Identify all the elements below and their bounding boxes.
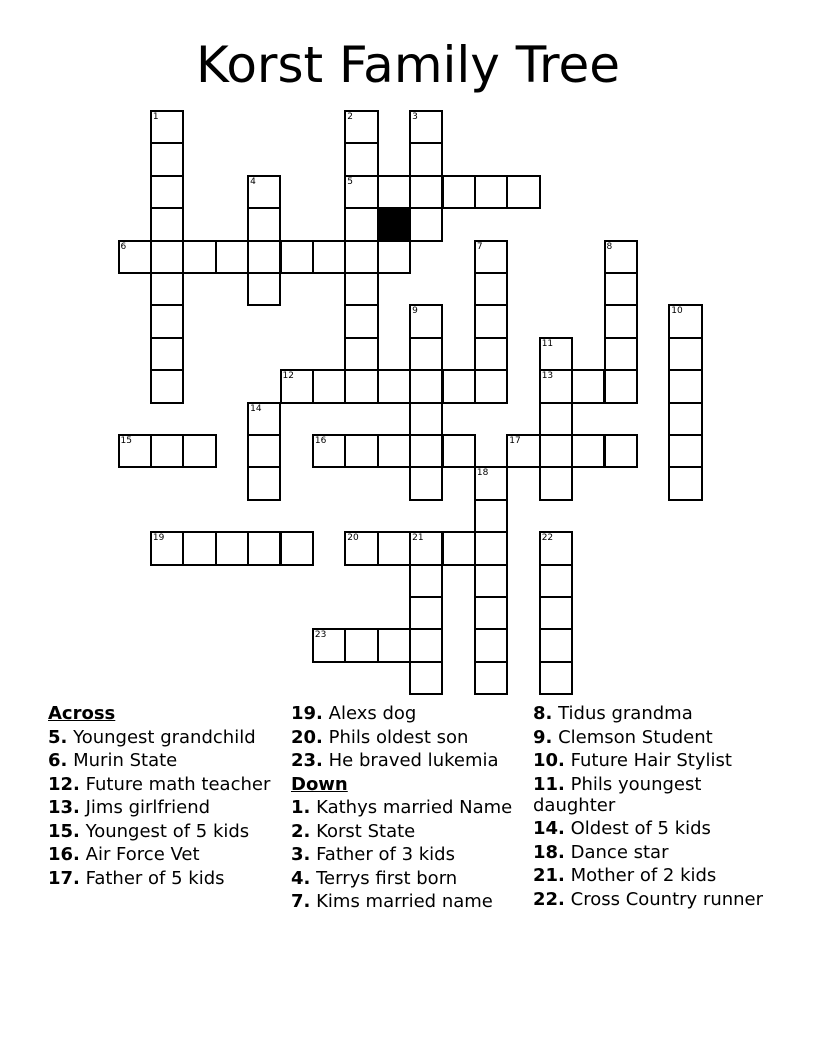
clue-number: 18 [476,468,489,479]
clue-item [48,844,278,865]
grid-cell[interactable] [474,596,508,630]
grid-cell[interactable] [377,434,411,468]
clue-item-number: 15. [48,820,80,842]
clue-item-text: Cross Country runner [570,888,764,910]
clue-number: 7 [476,241,483,252]
clue-number: 2 [347,112,354,122]
clue-number: 3 [412,112,418,122]
clue-number: 23 [314,630,327,641]
grid-cell[interactable] [150,434,184,468]
grid-cell[interactable] [409,661,443,695]
clue-item-number: 7. [291,891,311,912]
grid-cell[interactable] [409,564,443,598]
clue-item [291,727,526,748]
clue-item [291,891,526,912]
grid-cell[interactable] [150,110,184,144]
grid-cell[interactable] [118,434,152,468]
grid-cell[interactable] [409,207,443,241]
grid-cell[interactable] [280,240,314,274]
clue-item-number: 21. [533,865,565,886]
clue-item [48,774,278,795]
clue-number: 12 [282,371,294,382]
page-title: Korst Family Tree [196,36,620,94]
grid-cell[interactable] [312,240,346,274]
grid-cell[interactable] [344,272,378,306]
clue-item [533,842,778,863]
grid-cell[interactable] [247,434,281,468]
clue-item [533,703,778,724]
grid-cell[interactable] [344,110,378,144]
clue-item-number: 14. [533,818,565,839]
grid-cell[interactable] [344,337,378,371]
grid-cell[interactable] [150,304,184,338]
clue-number: 14 [250,403,262,414]
clue-item-number: 6. [48,750,68,771]
grid-cell[interactable] [215,531,249,565]
grid-cell[interactable] [409,531,443,565]
clue-section-heading: Down [291,773,348,795]
grid-cell[interactable] [442,369,476,403]
clue-item-number: 8. [533,703,553,724]
grid-cell[interactable] [344,434,378,468]
grid-cell[interactable] [247,175,281,209]
grid-cell[interactable] [280,369,314,403]
clue-item [291,797,526,818]
grid-cell[interactable] [539,466,573,500]
grid-cell[interactable] [150,142,184,176]
clue-item-text: Murin State [73,750,178,771]
clue-item-number: 3. [291,844,311,865]
grid-cell[interactable] [571,434,605,468]
clue-item-text: Tidus grandma [558,703,693,724]
clue-number: 10 [671,306,683,317]
grid-cell[interactable] [539,369,573,403]
clue-item-text: Oldest of 5 kids [570,818,711,839]
grid-cell[interactable] [442,175,476,209]
grid-cell[interactable] [150,369,184,403]
grid-cell[interactable] [604,337,638,371]
clue-item-text: Father of 5 kids [85,867,225,889]
grid-cell[interactable] [409,337,443,371]
clue-number: 15 [120,436,132,446]
clue-number: 9 [412,306,418,317]
grid-cell[interactable] [409,628,443,662]
grid-cell[interactable] [506,175,540,209]
grid-cell[interactable] [344,369,378,403]
grid-cell[interactable] [247,207,281,241]
grid-cell[interactable] [474,499,508,533]
grid-cell[interactable] [182,434,216,468]
clue-item-text: Dance star [570,841,669,863]
grid-cell[interactable] [474,466,508,500]
clue-item-text: Terrys first born [316,867,458,889]
clue-number: 20 [347,533,359,544]
clue-item-number: 10. [533,750,565,771]
clue-number: 19 [152,533,165,544]
grid-cell[interactable] [344,628,378,662]
grid-cell[interactable] [409,434,443,468]
grid-cell[interactable] [150,175,184,209]
clue-item-text: Air Force Vet [85,844,200,865]
clue-item [291,821,526,842]
clue-item [48,750,278,771]
grid-cell[interactable] [150,207,184,241]
grid-cell[interactable] [539,337,573,371]
grid-cell[interactable] [474,661,508,695]
grid-cell[interactable] [182,531,216,565]
grid-cell[interactable] [377,369,411,403]
clue-item-number: 9. [533,726,553,748]
grid-cell[interactable] [377,531,411,565]
clue-item-number: 12. [48,773,80,795]
clue-item-number: 2. [291,820,311,842]
grid-cell[interactable] [604,240,638,274]
clue-number: 5 [347,176,354,187]
grid-cell[interactable] [182,240,216,274]
clue-item-text: Phils youngest daughter [533,773,702,816]
clue-item-number: 23. [291,750,323,771]
clue-item-number: 4. [291,867,311,889]
clue-item-number: 19. [291,703,323,724]
grid-cell[interactable] [150,240,184,274]
clue-number: 6 [120,241,127,252]
grid-cell[interactable] [668,402,702,436]
grid-cell[interactable] [215,240,249,274]
clue-number: 8 [606,241,613,252]
clue-item-number: 5. [48,726,68,748]
clue-item-text: Father of 3 kids [316,844,455,865]
clue-item [533,818,778,839]
black-square [377,207,411,241]
grid-cell[interactable] [539,531,573,565]
clue-item-text: Phils oldest son [328,726,469,748]
clue-number: 22 [541,533,554,544]
grid-cell[interactable] [604,272,638,306]
grid-cell[interactable] [280,531,314,565]
clue-item [48,797,278,818]
clue-item-number: 11. [533,773,565,795]
grid-cell[interactable] [474,240,508,274]
clue-number: 1 [152,112,159,122]
grid-cell[interactable] [539,564,573,598]
grid-cell[interactable] [539,628,573,662]
grid-cell[interactable] [247,402,281,436]
clue-item [533,727,778,748]
grid-cell[interactable] [668,369,702,403]
grid-cell[interactable] [604,434,638,468]
clue-item [533,865,778,886]
clue-item [48,868,278,889]
clue-column-1 [48,703,278,891]
grid-cell[interactable] [409,110,443,144]
clue-number: 21 [412,533,424,544]
clue-item [291,750,526,771]
grid-cell[interactable] [474,304,508,338]
clue-item-text: Future Hair Stylist [570,750,732,771]
grid-cell[interactable] [377,175,411,209]
clue-column-3 [533,703,778,912]
clue-item-number: 22. [533,888,565,910]
clue-item-number: 1. [291,797,311,818]
clue-item-text: Alexs dog [328,703,417,724]
clue-number: 11 [541,338,554,349]
grid-cell[interactable] [506,434,540,468]
grid-cell[interactable] [344,207,378,241]
clue-item-text: Future math teacher [85,773,271,795]
clue-section-heading: Across [48,703,116,724]
grid-cell[interactable] [247,272,281,306]
grid-cell[interactable] [474,337,508,371]
grid-cell[interactable] [312,628,346,662]
grid-cell[interactable] [150,531,184,565]
grid-cell[interactable] [474,531,508,565]
grid-cell[interactable] [409,175,443,209]
grid-cell[interactable] [539,434,573,468]
clue-item-number: 13. [48,797,80,818]
grid-cell[interactable] [377,240,411,274]
grid-cell[interactable] [247,466,281,500]
clue-item [533,889,778,910]
grid-cell[interactable] [409,142,443,176]
grid-cell[interactable] [409,304,443,338]
clue-item [48,727,278,748]
grid-cell[interactable] [377,628,411,662]
clue-item-text: Youngest of 5 kids [85,820,250,842]
grid-cell[interactable] [247,240,281,274]
clue-item-text: Kathys married Name [316,797,513,818]
clue-item-text: Kims married name [316,891,493,912]
grid-cell[interactable] [474,272,508,306]
grid-cell[interactable] [409,402,443,436]
grid-cell[interactable] [344,304,378,338]
grid-cell[interactable] [344,531,378,565]
clue-item [533,774,778,816]
clue-column-2 [291,703,526,915]
clue-item [533,750,778,771]
clue-item-text: Mother of 2 kids [570,865,717,886]
grid-cell[interactable] [668,337,702,371]
clue-item-text: Jims girlfriend [85,797,211,818]
grid-cell[interactable] [668,304,702,338]
grid-cell[interactable] [604,369,638,403]
grid-cell[interactable] [344,142,378,176]
grid-cell[interactable] [474,628,508,662]
grid-cell[interactable] [668,434,702,468]
clue-item-text: Korst State [316,820,416,842]
grid-cell[interactable] [247,531,281,565]
clue-item [291,868,526,889]
grid-cell[interactable] [118,240,152,274]
grid-cell[interactable] [150,272,184,306]
clue-number: 17 [509,436,521,446]
clue-item-text: Youngest grandchild [73,726,256,748]
grid-cell[interactable] [668,466,702,500]
clue-item-number: 18. [533,841,565,863]
clue-number: 4 [250,176,256,187]
grid-cell[interactable] [409,596,443,630]
clue-item [291,703,526,724]
grid-cell[interactable] [312,434,346,468]
grid-cell[interactable] [442,434,476,468]
clue-item-text: Clemson Student [558,726,713,748]
clue-number: 16 [314,436,327,446]
clue-item [291,844,526,865]
grid-cell[interactable] [604,304,638,338]
grid-cell[interactable] [409,369,443,403]
grid-cell[interactable] [150,337,184,371]
clue-item-number: 17. [48,867,80,889]
grid-cell[interactable] [474,369,508,403]
grid-cell[interactable] [409,466,443,500]
clue-item-text: He braved lukemia [328,750,499,771]
grid-cell[interactable] [442,531,476,565]
grid-cell[interactable] [344,240,378,274]
clue-item-number: 16. [48,844,80,865]
grid-cell[interactable] [474,175,508,209]
grid-cell[interactable] [539,402,573,436]
clue-number: 13 [541,371,554,382]
grid-cell[interactable] [344,175,378,209]
grid-cell[interactable] [474,564,508,598]
grid-cell[interactable] [312,369,346,403]
clue-item [48,821,278,842]
clue-item-number: 20. [291,726,323,748]
grid-cell[interactable] [539,596,573,630]
grid-cell[interactable] [539,661,573,695]
grid-cell[interactable] [571,369,605,403]
